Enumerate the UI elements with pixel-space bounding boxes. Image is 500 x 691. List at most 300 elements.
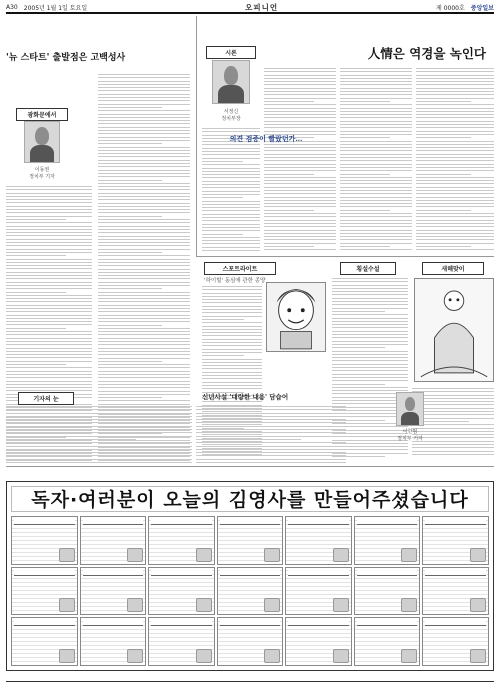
book-cover-image-icon (264, 598, 280, 612)
text-line (98, 216, 162, 217)
opinion-page (6, 16, 494, 671)
book-cover-tile[interactable] (80, 567, 147, 616)
text-line (98, 137, 190, 138)
text-line (416, 117, 494, 118)
text-line (340, 147, 412, 148)
text-line (202, 335, 262, 336)
text-line (416, 216, 494, 217)
text-line (196, 426, 346, 427)
text-line (98, 301, 190, 302)
text-line (6, 409, 192, 410)
text-line (98, 239, 190, 240)
text-line (332, 377, 408, 378)
text-line (340, 134, 412, 135)
text-line (6, 235, 92, 236)
text-line (340, 84, 412, 85)
bottom-author-name: 이한범 (402, 429, 418, 435)
text-line (340, 174, 390, 175)
book-title-bar (220, 570, 281, 576)
text-line (264, 68, 336, 69)
text-line (416, 177, 494, 178)
book-cover-tile[interactable] (285, 567, 352, 616)
text-line (6, 262, 92, 263)
text-line (6, 298, 92, 299)
text-line (340, 203, 412, 204)
text-line (6, 282, 92, 283)
siron-author-photo (212, 60, 250, 104)
text-line (6, 308, 92, 309)
text-line (98, 315, 190, 316)
text-line (340, 127, 412, 128)
column-label: 광화문에서 (16, 108, 68, 121)
text-line (6, 341, 92, 342)
text-line (98, 160, 190, 161)
book-cover-image-icon (470, 649, 486, 663)
reporters-eye-section (6, 392, 192, 466)
book-cover-tile[interactable] (80, 516, 147, 565)
text-line (416, 223, 494, 224)
text-line (98, 97, 190, 98)
text-line (416, 134, 494, 135)
sportlight-label: 스포트라이트 (204, 262, 276, 275)
text-line (98, 87, 190, 88)
text-line (6, 252, 92, 253)
book-cover-tile[interactable] (354, 567, 421, 616)
text-line (98, 222, 190, 223)
text-line (264, 114, 336, 115)
text-line (6, 462, 192, 463)
reporters-eye-label: 기자의 눈 (18, 392, 74, 405)
text-line (332, 321, 408, 322)
text-line (416, 144, 494, 145)
bottom-right-column (350, 392, 494, 466)
book-title-bar (288, 620, 349, 626)
text-line (332, 364, 408, 365)
text-line (98, 265, 190, 266)
text-line (6, 202, 92, 203)
book-title-bar (14, 519, 75, 525)
editorial-headline: 신년사설 '대량한 내용' 담습어 (202, 393, 289, 401)
text-line (6, 259, 92, 260)
advertisement-banner[interactable] (6, 481, 494, 671)
text-line (416, 249, 494, 250)
text-line (98, 344, 190, 345)
author-name: 이동권 (34, 167, 50, 173)
siron-label: 시론 (206, 46, 256, 59)
text-line (202, 128, 260, 129)
text-line (98, 374, 190, 375)
text-line (340, 131, 412, 132)
text-line (340, 223, 412, 224)
text-line (98, 334, 190, 335)
text-line (98, 196, 190, 197)
column-siron-3 (340, 16, 486, 256)
book-cover-tile[interactable] (11, 516, 78, 565)
text-line (6, 432, 192, 433)
text-line (6, 272, 92, 273)
text-line (98, 236, 190, 237)
text-line (340, 124, 412, 125)
book-cover-image-icon (264, 649, 280, 663)
text-line (416, 121, 494, 122)
text-line (98, 117, 190, 118)
text-line (416, 98, 494, 99)
text-line (6, 321, 92, 322)
book-title-bar (151, 519, 212, 525)
text-line (6, 328, 66, 329)
text-line (98, 127, 190, 128)
book-title-bar (357, 519, 418, 525)
text-line (416, 226, 494, 227)
text-line (6, 416, 192, 417)
text-line (340, 249, 412, 250)
text-line (6, 311, 92, 312)
book-cover-tile[interactable] (422, 617, 489, 666)
text-line (98, 367, 190, 368)
text-line (412, 388, 494, 389)
book-title-bar (220, 620, 281, 626)
center-box-headline: 의견 검증이 빨랐던가… (229, 134, 303, 143)
text-line (416, 164, 494, 165)
text-line (416, 137, 471, 138)
reporters-eye-body (6, 406, 192, 466)
text-line (98, 318, 190, 319)
text-line (196, 436, 346, 437)
text-line (6, 384, 92, 385)
text-line (202, 355, 244, 356)
text-line (202, 316, 262, 317)
book-cover-image-icon (196, 649, 212, 663)
book-cover-tile[interactable] (354, 617, 421, 666)
text-line (98, 176, 190, 177)
text-line (196, 419, 346, 420)
text-line (332, 324, 408, 325)
text-line (98, 226, 190, 227)
text-line (340, 141, 412, 142)
text-line (6, 245, 92, 246)
text-line (6, 206, 92, 207)
text-line (264, 71, 336, 72)
book-cover-tile[interactable] (217, 567, 284, 616)
book-cover-tile[interactable] (80, 617, 147, 666)
text-line (340, 154, 412, 155)
text-line (340, 121, 412, 122)
text-line (98, 275, 190, 276)
text-line (98, 143, 162, 144)
book-cover-tile[interactable] (217, 516, 284, 565)
text-line (416, 187, 494, 188)
book-cover-tile[interactable] (285, 617, 352, 666)
text-line (98, 170, 190, 171)
bottom-author-role: 정치부 기자 (397, 436, 423, 442)
text-line (416, 94, 494, 95)
text-line (264, 124, 336, 125)
text-line (98, 282, 190, 283)
text-line (332, 360, 408, 361)
text-line (416, 81, 494, 82)
text-line (98, 269, 190, 270)
text-line (98, 341, 190, 342)
text-line (202, 342, 262, 343)
book-cover-tile[interactable] (148, 567, 215, 616)
text-line (332, 281, 408, 282)
text-line (98, 147, 190, 148)
text-line (340, 200, 412, 201)
text-line (98, 387, 190, 388)
text-line (202, 388, 262, 389)
book-cover-tile[interactable] (148, 516, 215, 565)
book-cover-image-icon (127, 548, 143, 562)
text-line (340, 246, 390, 247)
text-line (202, 309, 262, 310)
text-line (98, 186, 190, 187)
text-line (264, 81, 336, 82)
book-title-bar (425, 519, 486, 525)
text-line (6, 452, 192, 453)
text-line (196, 406, 346, 407)
book-cover-tile[interactable] (11, 617, 78, 666)
siron-author-name: 서정신 (223, 109, 239, 115)
text-line (340, 206, 412, 207)
text-line (6, 301, 92, 302)
text-line (6, 229, 92, 230)
text-line (332, 288, 408, 289)
book-cover-image-icon (333, 548, 349, 562)
book-cover-image-icon (470, 598, 486, 612)
text-line (340, 226, 412, 227)
text-line (340, 150, 412, 151)
text-line (340, 137, 390, 138)
book-title-bar (357, 570, 418, 576)
text-line (6, 324, 92, 325)
text-line (6, 426, 192, 427)
text-line (202, 312, 262, 313)
caricature-cartoon (266, 282, 326, 352)
text-line (340, 94, 412, 95)
text-line (6, 351, 92, 352)
text-line (416, 193, 494, 194)
text-line (6, 442, 192, 443)
text-line (264, 98, 336, 99)
text-line (6, 196, 92, 197)
text-line (340, 101, 390, 102)
text-line (98, 295, 190, 296)
text-line (340, 170, 412, 171)
text-line (340, 91, 412, 92)
text-line (196, 422, 346, 423)
text-line (202, 326, 262, 327)
text-line (340, 88, 412, 89)
book-title-bar (151, 570, 212, 576)
text-line (264, 121, 336, 122)
text-line (416, 213, 494, 214)
book-title-bar (425, 570, 486, 576)
text-line (202, 352, 262, 353)
text-line (416, 150, 494, 151)
text-line (416, 141, 494, 142)
author-role: 정치부 기자 (29, 174, 55, 180)
text-line (6, 222, 92, 223)
text-line (6, 354, 92, 355)
text-line (340, 216, 412, 217)
text-line (6, 459, 192, 460)
text-line (416, 101, 471, 102)
text-line (98, 156, 190, 157)
text-line (416, 157, 494, 158)
text-line (202, 329, 262, 330)
text-line (98, 100, 190, 101)
text-line (98, 305, 190, 306)
text-line (264, 131, 336, 132)
text-line (6, 268, 92, 269)
text-line (202, 319, 244, 320)
text-line (202, 293, 262, 294)
book-cover-image-icon (333, 649, 349, 663)
text-line (416, 78, 494, 79)
text-line (416, 154, 494, 155)
book-cover-tile[interactable] (354, 516, 421, 565)
book-cover-image-icon (59, 548, 75, 562)
text-line (416, 167, 494, 168)
text-line (6, 419, 192, 420)
text-line (202, 382, 262, 383)
text-line (98, 163, 190, 164)
column-siron-4 (416, 16, 494, 256)
text-line (6, 446, 192, 447)
book-title-bar (357, 620, 418, 626)
masthead (6, 2, 494, 14)
text-line (416, 108, 494, 109)
text-line (332, 351, 408, 352)
issue-date: 2005년 1월 1일 토요일 (23, 4, 88, 12)
text-line (264, 104, 336, 105)
text-line (6, 318, 92, 319)
siron-body-text (416, 68, 494, 256)
text-line (416, 243, 494, 244)
text-line (98, 252, 162, 253)
text-line (98, 114, 190, 115)
text-line (332, 304, 408, 305)
text-line (196, 439, 301, 440)
text-line (98, 308, 190, 309)
text-line (98, 255, 190, 256)
text-line (332, 357, 408, 358)
text-line (98, 354, 190, 355)
text-line (416, 230, 494, 231)
book-cover-image-icon (127, 598, 143, 612)
text-line (98, 262, 190, 263)
siron-body-text (340, 68, 412, 256)
book-cover-image-icon (127, 649, 143, 663)
text-line (196, 446, 346, 447)
text-line (6, 371, 92, 372)
book-cover-tile[interactable] (422, 567, 489, 616)
book-cover-tile[interactable] (217, 617, 284, 666)
text-line (416, 220, 494, 221)
text-line (332, 327, 408, 328)
banner-title: 독자·여러분이 오늘의 김영사를 만들어주셨습니다 (11, 486, 489, 512)
text-line (202, 339, 262, 340)
text-line (98, 384, 190, 385)
book-title-bar (14, 570, 75, 576)
text-line (340, 239, 412, 240)
text-line (98, 166, 190, 167)
text-line (6, 348, 92, 349)
book-title-bar (83, 570, 144, 576)
text-line (98, 133, 190, 134)
text-line (98, 173, 190, 174)
book-title-bar (83, 519, 144, 525)
text-line (416, 190, 494, 191)
text-line (332, 374, 408, 375)
book-title-bar (14, 620, 75, 626)
text-line (6, 338, 92, 339)
text-line (196, 413, 346, 414)
text-line (264, 75, 336, 76)
text-line (202, 286, 262, 287)
text-line (416, 183, 494, 184)
text-line (340, 114, 412, 115)
text-line (98, 358, 190, 359)
text-line (202, 375, 262, 376)
text-line (6, 278, 92, 279)
text-line (416, 236, 494, 237)
text-line (6, 344, 92, 345)
text-line (98, 130, 190, 131)
book-cover-image-icon (196, 548, 212, 562)
text-line (340, 68, 412, 69)
clip-label: 횡설수설 (340, 262, 396, 275)
text-line (98, 209, 190, 210)
text-line (202, 332, 262, 333)
text-line (416, 84, 494, 85)
text-line (6, 305, 92, 306)
text-line (98, 331, 190, 332)
book-cover-tile[interactable] (285, 516, 352, 565)
text-line (264, 111, 336, 112)
text-line (98, 150, 190, 151)
text-line (6, 361, 92, 362)
new-year-label: 새해맞이 (422, 262, 484, 275)
text-line (6, 226, 92, 227)
text-line (416, 203, 494, 204)
text-line (6, 455, 192, 456)
text-line (98, 206, 190, 207)
text-line (6, 216, 92, 217)
book-cover-tile[interactable] (422, 516, 489, 565)
text-line (202, 365, 262, 366)
text-line (340, 230, 412, 231)
text-line (6, 367, 92, 368)
text-line (340, 180, 412, 181)
text-line (416, 160, 494, 161)
book-cover-tile[interactable] (148, 617, 215, 666)
text-line (98, 77, 190, 78)
text-line (340, 157, 412, 158)
text-line (416, 233, 494, 234)
text-line (6, 265, 92, 266)
text-line (416, 239, 494, 240)
bottom-author-photo (396, 392, 424, 426)
book-cover-tile[interactable] (11, 567, 78, 616)
book-cover-image-icon (59, 649, 75, 663)
text-line (416, 206, 494, 207)
text-line (340, 111, 412, 112)
text-line (98, 229, 190, 230)
book-cover-image-icon (59, 598, 75, 612)
text-line (416, 104, 494, 105)
book-cover-image-icon (470, 548, 486, 562)
